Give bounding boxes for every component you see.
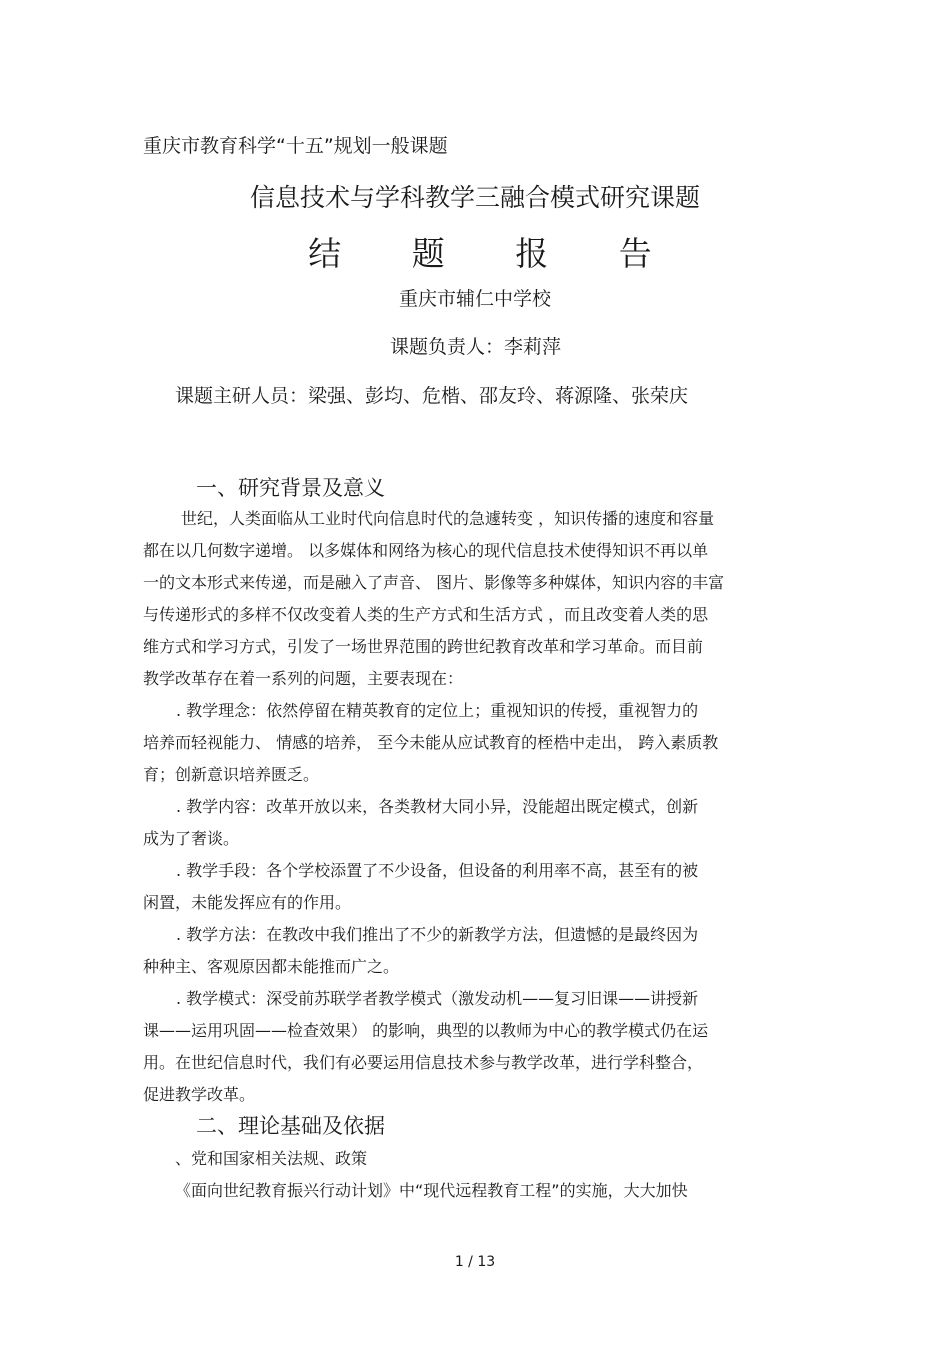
page-number: 1 / 13 (454, 1254, 496, 1270)
body-line: 一的文本形式来传递，而是融入了声音、 图片、影像等多种媒体，知识内容的丰富 (143, 573, 725, 592)
body-line: . 教学方法：在教改中我们推出了不少的新教学方法，但遗憾的是最终因为 (176, 925, 699, 944)
body-line: 与传递形式的多样不仅改变着人类的生产方式和生活方式 ，而且改变着人类的思 (143, 605, 709, 624)
project-leader: 课题负责人：李莉萍 (390, 336, 562, 358)
body-line: . 教学理念：依然停留在精英教育的定位上；重视知识的传授，重视智力的 (176, 701, 699, 720)
body-line: 都在以几何数字递增。 以多媒体和网络为核心的现代信息技术使得知识不再以单 (143, 541, 709, 560)
body-line: 用。在世纪信息时代，我们有必要运用信息技术参与教学改革，进行学科整合， (143, 1053, 704, 1072)
doc-header: 重庆市教育科学“十五”规划一般课题 (143, 135, 448, 157)
school-name: 重庆市辅仁中学校 (398, 288, 551, 310)
body-line: 培养而轻视能力、 情感的培养， 至今未能从应试教育的桎梏中走出， 跨入素质教 (143, 733, 719, 752)
body-line: 促进教学改革。 (143, 1085, 256, 1104)
doc-title: 信息技术与学科教学三融合模式研究课题 (249, 183, 700, 212)
body-line: 教学改革存在着一系列的问题，主要表现在： (143, 669, 464, 688)
project-members: 课题主研人员：梁强、彭均、危楷、邵友玲、蒋源隆、张荣庆 (175, 385, 689, 407)
body-line: . 教学内容：改革开放以来，各类教材大同小异，没能超出既定模式，创新 (176, 797, 699, 816)
body-line: 育；创新意识培养匮乏。 (143, 765, 320, 784)
body-line: 维方式和学习方式，引发了一场世界范围的跨世纪教育改革和学习革命。而目前 (143, 637, 704, 656)
body-line: 闲置，未能发挥应有的作用。 (143, 893, 352, 912)
subsection-heading: 、党和国家相关法规、政策 (175, 1149, 368, 1168)
section-heading-2: 二、理论基础及依据 (196, 1114, 385, 1138)
body-line: 成为了奢谈。 (143, 829, 240, 848)
section-heading-1: 一、研究背景及意义 (196, 476, 385, 500)
body-line: . 教学模式：深受前苏联学者教学模式（激发动机——复习旧课——讲授新 (176, 989, 699, 1008)
body-line: . 教学手段：各个学校添置了不少设备，但设备的利用率不高，甚至有的被 (176, 861, 699, 880)
body-line: 《面向世纪教育振兴行动计划》中“现代远程教育工程”的实施，大大加快 (175, 1181, 688, 1200)
body-line: 世纪，人类面临从工业时代向信息时代的急遽转变 ，知识传播的速度和容量 (181, 509, 715, 528)
body-line: 课——运用巩固——检查效果） 的影响，典型的以教师为中心的教学模式仍在运 (143, 1021, 709, 1040)
body-line: 种种主、客观原因都未能推而广之。 (143, 957, 400, 976)
report-heading: 结 题 报 告 (308, 234, 682, 273)
